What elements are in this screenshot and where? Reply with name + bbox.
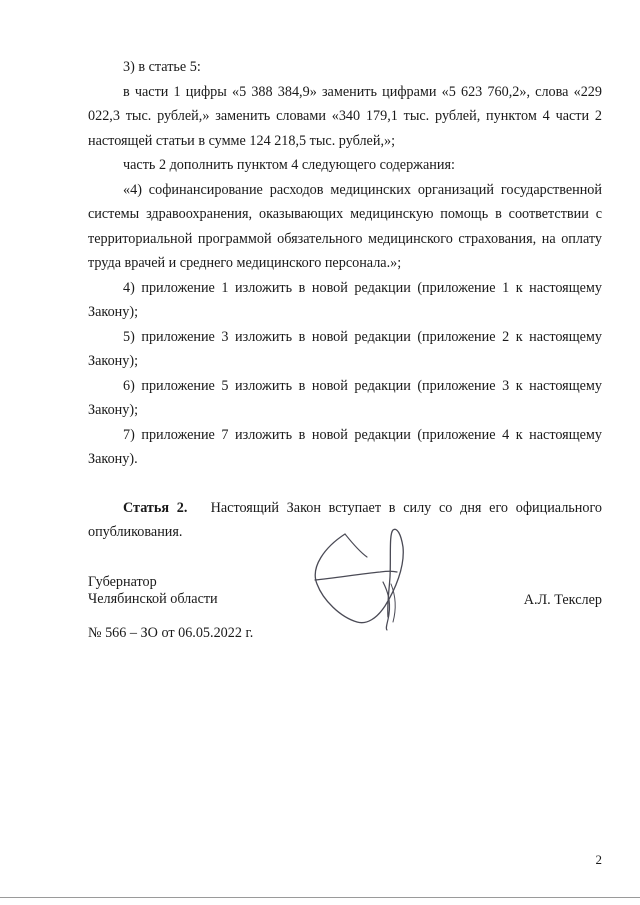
article-2-heading: Статья 2. xyxy=(123,499,188,516)
article-2-text: Настоящий Закон вступает в силу со дня его официального опубликования. xyxy=(88,499,603,540)
paragraph-point4-text: «4) софинансирование расходов медицинских организаций государственной системы здравоохранения, оказывающих медицинскую помощь в соответствии с территориальной программой обязательного медицинского страхования, на оплату труда врачей и среднего медицинского персонала.»; xyxy=(88,181,602,271)
bottom-divider xyxy=(0,897,640,898)
paragraph-part2-addition: часть 2 дополнить пунктом 4 следующего содержания: xyxy=(123,157,455,173)
document-body xyxy=(88,55,602,545)
page-number: 2 xyxy=(595,852,602,867)
paragraph-appendix7: 7) приложение 7 изложить в новой редакции (приложение 4 к настоящему Закону). xyxy=(88,426,602,467)
law-number: № 566 – ЗО от 06.05.2022 г. xyxy=(88,625,254,641)
paragraph-appendix3: 5) приложение 3 изложить в новой редакции (приложение 2 к настоящему Закону); xyxy=(88,328,602,369)
signatory-title-line2: Челябинской области xyxy=(88,591,218,607)
signatory-title-line1: Губернатор xyxy=(88,574,157,590)
paragraph-appendix1: 4) приложение 1 изложить в новой редакции (приложение 1 к настоящему Закону); xyxy=(88,279,602,320)
paragraph-article5-intro: 3) в статье 5: xyxy=(123,59,201,75)
signatory-name: А.Л. Текслер xyxy=(523,592,602,608)
paragraph-appendix5: 6) приложение 5 изложить в новой редакции (приложение 3 к настоящему Закону); xyxy=(88,377,602,418)
paragraph-part1-amendment: в части 1 цифры «5 388 384,9» заменить цифрами «5 623 760,2», слова «229 022,3 тыс. рублей,» заменить словами «340 179,1 тыс. рублей, пунктом 4 части 2 настоящей статьи в сумме 124 218,5 тыс. рублей,»; xyxy=(88,83,602,149)
